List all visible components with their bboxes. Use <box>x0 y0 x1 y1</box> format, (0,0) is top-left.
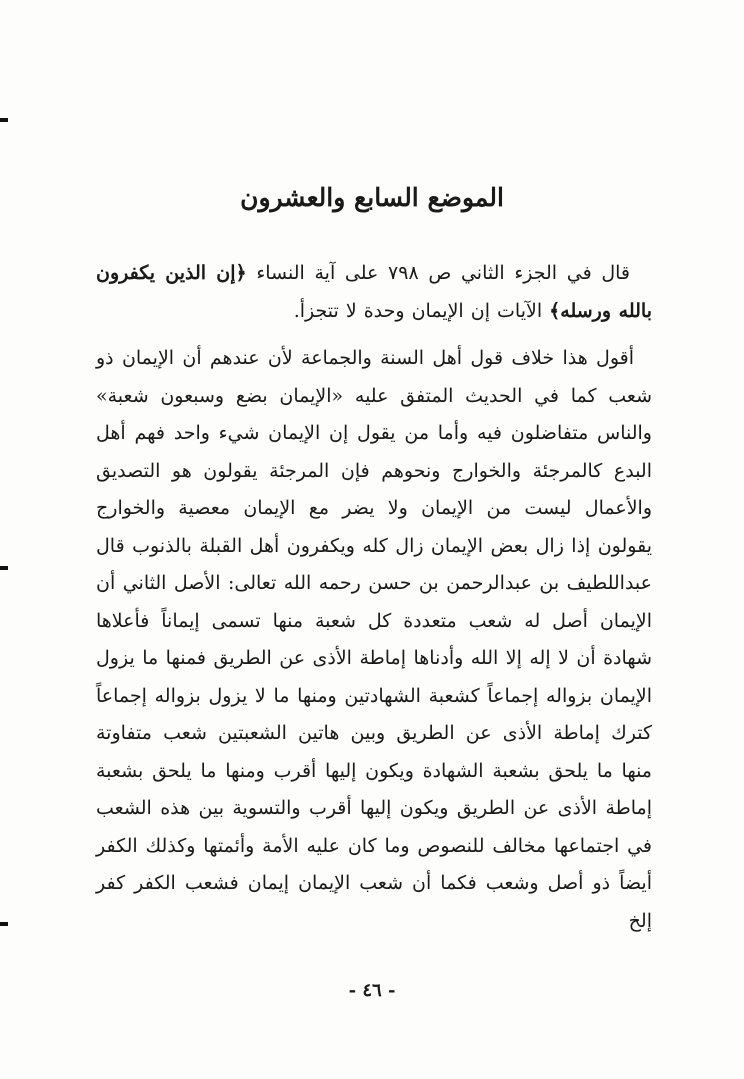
citation-rest: الآيات إن الإيمان وحدة لا تتجزأ. <box>293 300 543 322</box>
section-title: الموضع السابع والعشرون <box>240 183 504 212</box>
paragraph-citation <box>96 254 652 330</box>
quran-quote: ﴿إن الذين يكفرون بالله ورسله﴾ <box>96 262 652 322</box>
left-edge-mark <box>0 118 8 122</box>
citation-lead: قال في الجزء الثاني ص ٧٩٨ على آية النساء <box>256 262 631 284</box>
left-edge-mark <box>0 566 8 570</box>
paragraph-commentary <box>96 340 652 940</box>
page-number: - ٤٦ - <box>348 980 396 1001</box>
left-edge-mark <box>0 922 8 926</box>
commentary-text: أقول هذا خلاف قول أهل السنة والجماعة لأن عندهم أن الإيمان ذو شعب كما في الحديث المتفق عليه «الإيمان بضع وسبعون شعبة» والناس متفاضلون فيه وأما من يقول إن الإيمان شيء واحد فهم أهل البدع كالمرجئة والخوارج ونحوهم فإن المرجئة يقولون هو التصديق والأعمال ليست من الإيمان ولا يضر مع الإيمان معصية والخوارج يقولون إذا زال بعض الإيمان زال كله ويكفرون أهل القبلة بالذنوب قال عبداللطيف بن عبدالرحمن بن حسن رحمه الله تعالى: الأصل الثاني أن الإيمان أصل له شعب متعددة كل شعبة منها تسمى إيماناً فأعلاها شهادة أن لا إله إلا الله وأدناها إماطة الأذى عن الطريق فمنها ما يزول الإيمان بزواله إجماعاً كشعبة الشهادتين ومنها ما لا يزول بزواله إجماعاً كترك إماطة الأذى عن الطريق وبين هاتين الشعبتين شعب متفاوتة منها ما يلحق بشعبة الشهادة ويكون إليها أقرب ومنها ما يلحق بشعبة إماطة الأذى عن الطريق ويكون إليها أقرب والتسوية بين هذه الشعب في اجتماعها مخالف للنصوص وما كان عليه الأمة وأئمتها وكذلك الكفر أيضاً ذو أصل وشعب فكما أن شعب الإيمان إيمان فشعب الكفر كفر إلخ <box>96 347 652 932</box>
